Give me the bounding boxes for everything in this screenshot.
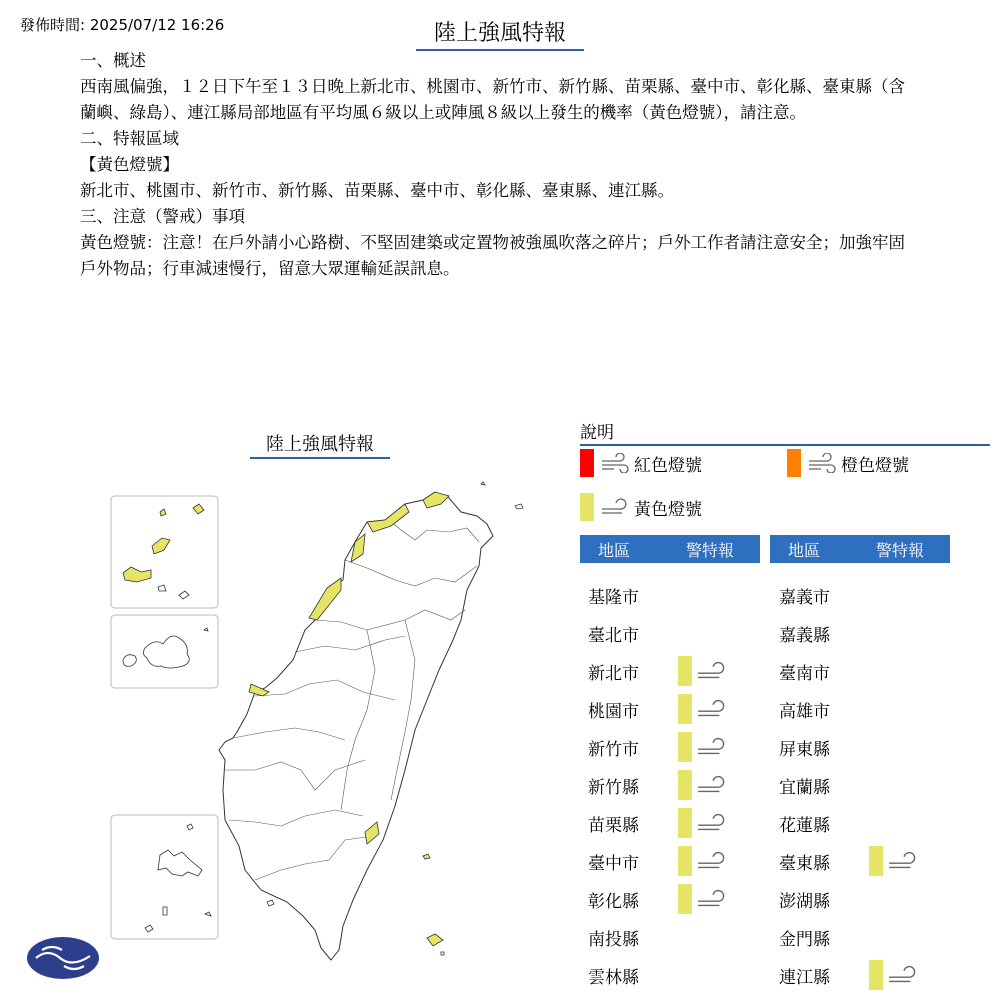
cwa-logo xyxy=(26,936,100,980)
section-area-level: 【黃色燈號】 xyxy=(80,155,179,174)
region-row xyxy=(588,766,728,804)
region-name: 彰化縣 xyxy=(588,891,639,912)
region-name: 桃園市 xyxy=(588,701,639,722)
section-caution-heading: 三、注意（警戒）事項 xyxy=(80,207,245,226)
legend-red xyxy=(580,449,702,477)
region-name: 花蓮縣 xyxy=(779,815,830,836)
region-name: 金門縣 xyxy=(779,929,830,950)
wind-icon xyxy=(887,850,919,872)
col-region-header: 地區 xyxy=(788,540,821,560)
region-row xyxy=(588,842,728,880)
col-warning-header: 警特報 xyxy=(876,540,925,560)
region-name: 雲林縣 xyxy=(588,967,639,988)
warning-mark xyxy=(678,808,728,838)
region-name: 宜蘭縣 xyxy=(779,777,830,798)
region-row xyxy=(588,728,728,766)
region-name: 南投縣 xyxy=(588,929,639,950)
zone-green-island xyxy=(423,854,430,859)
table-header-left xyxy=(580,535,760,563)
region-name: 屏東縣 xyxy=(779,739,830,760)
bulletin-content xyxy=(80,48,920,282)
yellow-swatch xyxy=(580,493,594,521)
col-region-header: 地區 xyxy=(598,540,631,560)
warning-mark xyxy=(678,732,728,762)
section-overview-text: 西南風偏強，１２日下午至１３日晚上新北市、桃園市、新竹市、新竹縣、苗栗縣、臺中市、彰化縣、臺東縣（含蘭嶼、綠島）、連江縣局部地區有平均風６級以上或陣風８級以上發生的機率（黃色燈號），請注意。 xyxy=(80,77,905,122)
wind-icon xyxy=(696,888,728,910)
region-name: 臺北市 xyxy=(588,625,639,646)
orange-swatch xyxy=(787,449,801,477)
region-name: 連江縣 xyxy=(779,967,830,988)
yellow-warning-bar xyxy=(678,694,692,724)
region-row xyxy=(588,804,728,842)
region-name: 高雄市 xyxy=(779,701,830,722)
warning-mark xyxy=(678,884,728,914)
zone-lanyu xyxy=(427,934,443,946)
yellow-warning-bar xyxy=(678,770,692,800)
wind-icon xyxy=(696,736,728,758)
region-name: 新竹市 xyxy=(588,739,639,760)
yellow-warning-bar xyxy=(869,846,883,876)
region-row xyxy=(779,614,869,652)
section-area-heading: 二、特報區域 xyxy=(80,129,179,148)
wind-icon xyxy=(696,812,728,834)
region-row xyxy=(779,956,919,994)
region-name: 臺東縣 xyxy=(779,853,830,874)
region-name: 新北市 xyxy=(588,663,639,684)
region-row xyxy=(588,956,678,994)
yellow-warning-bar xyxy=(678,656,692,686)
region-name: 澎湖縣 xyxy=(779,891,830,912)
region-row xyxy=(588,880,728,918)
warning-mark xyxy=(869,960,919,990)
region-row xyxy=(588,576,678,614)
region-row xyxy=(779,918,869,956)
region-name: 臺南市 xyxy=(779,663,830,684)
wind-icon xyxy=(887,964,919,986)
section-overview-heading: 一、概述 xyxy=(80,51,146,70)
warning-mark xyxy=(678,846,728,876)
section-caution-text: 黃色燈號：注意！在戶外請小心路樹、不堅固建築或定置物被強風吹落之碎片；戶外工作者請注意安全；加強牢固戶外物品；行車減速慢行，留意大眾運輸延誤訊息。 xyxy=(80,233,905,278)
taiwan-island xyxy=(219,492,493,960)
region-row xyxy=(588,652,728,690)
region-row xyxy=(588,690,728,728)
legend-yellow xyxy=(580,493,702,521)
region-row xyxy=(779,690,869,728)
legend-red-label: 紅色燈號 xyxy=(634,455,702,476)
warning-mark xyxy=(869,846,919,876)
region-name: 嘉義縣 xyxy=(779,625,830,646)
red-swatch xyxy=(580,449,594,477)
section-area-list: 新北市、桃園市、新竹市、新竹縣、苗栗縣、臺中市、彰化縣、臺東縣、連江縣。 xyxy=(80,181,674,200)
inset-matsu xyxy=(111,815,218,939)
legend-title: 說明 xyxy=(580,418,990,446)
yellow-warning-bar xyxy=(869,960,883,990)
legend-yellow-label: 黃色燈號 xyxy=(634,499,702,520)
map-title: 陸上強風特報 xyxy=(250,430,390,459)
yellow-warning-bar xyxy=(678,884,692,914)
wind-icon xyxy=(696,660,728,682)
wind-icon xyxy=(696,698,728,720)
yellow-warning-bar xyxy=(678,846,692,876)
page-title: 陸上強風特報 xyxy=(416,16,584,51)
taiwan-warning-map xyxy=(105,470,525,970)
col-warning-header: 警特報 xyxy=(686,540,735,560)
region-row xyxy=(779,804,869,842)
warning-mark xyxy=(678,770,728,800)
warning-mark xyxy=(678,656,728,686)
region-name: 基隆市 xyxy=(588,587,639,608)
region-name: 新竹縣 xyxy=(588,777,639,798)
region-row xyxy=(779,652,869,690)
region-row xyxy=(779,576,869,614)
region-name: 嘉義市 xyxy=(779,587,830,608)
region-row xyxy=(779,842,919,880)
yellow-warning-bar xyxy=(678,732,692,762)
region-name: 臺中市 xyxy=(588,853,639,874)
wind-icon xyxy=(600,453,630,473)
region-name: 苗栗縣 xyxy=(588,815,639,836)
wind-icon xyxy=(696,774,728,796)
region-row xyxy=(588,614,678,652)
region-row xyxy=(588,918,678,956)
legend-orange xyxy=(787,449,909,477)
wind-icon xyxy=(696,850,728,872)
table-header-right xyxy=(770,535,950,563)
wind-icon xyxy=(600,497,630,517)
region-row xyxy=(779,728,869,766)
warning-mark xyxy=(678,694,728,724)
wind-icon xyxy=(807,453,837,473)
legend-orange-label: 橙色燈號 xyxy=(841,455,909,476)
yellow-warning-bar xyxy=(678,808,692,838)
region-row xyxy=(779,880,869,918)
region-row xyxy=(779,766,869,804)
publish-time: 發佈時間: 2025/07/12 16:26 xyxy=(20,16,225,34)
